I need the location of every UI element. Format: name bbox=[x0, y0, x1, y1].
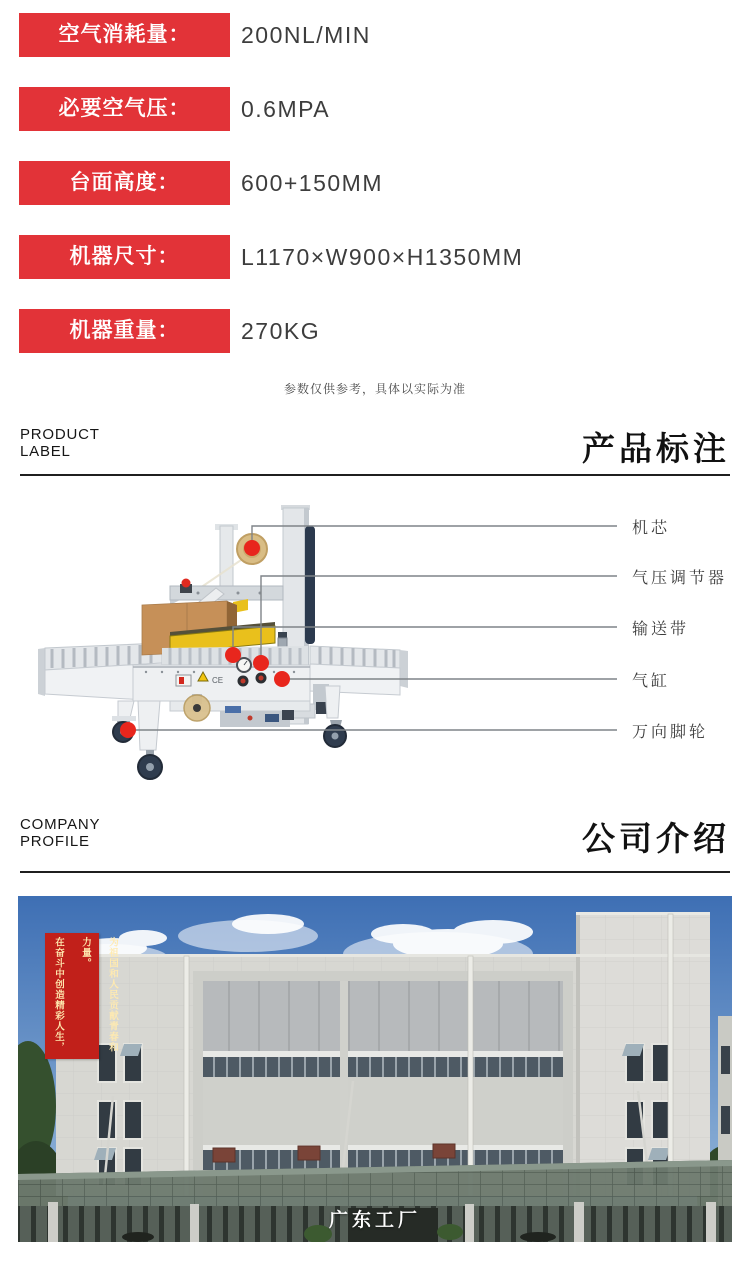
eyebrow-line: PRODUCT bbox=[20, 426, 100, 443]
callout-label-core: 机芯 bbox=[632, 520, 671, 537]
spec-value: 0.6MPA bbox=[241, 96, 331, 122]
spec-label-badge: 台面高度： bbox=[19, 161, 230, 205]
factory-caption: 广东工厂 bbox=[328, 1210, 421, 1231]
company-section-eyebrow bbox=[20, 816, 100, 850]
callout-dot-caster bbox=[120, 722, 136, 738]
spec-row bbox=[0, 235, 750, 279]
product-section-title: 产品标注 bbox=[582, 430, 730, 467]
spec-value: 600+150MM bbox=[241, 170, 383, 196]
spec-row bbox=[0, 309, 750, 353]
factory-photo bbox=[18, 896, 732, 1242]
product-section-eyebrow bbox=[20, 426, 100, 460]
spec-value: L1170×W900×H1350MM bbox=[241, 244, 524, 270]
slogan-column-right: 为祖国和人民贡献青春和力量。 bbox=[80, 937, 118, 1053]
spec-label-badge: 空气消耗量： bbox=[19, 13, 230, 57]
eyebrow-line: LABEL bbox=[20, 443, 71, 460]
callout-label-caster: 万向脚轮 bbox=[632, 724, 709, 741]
callout-dot-regulator bbox=[253, 655, 269, 671]
machine-illustration bbox=[20, 488, 730, 808]
slogan-banner bbox=[45, 933, 118, 1059]
eyebrow-line: COMPANY bbox=[20, 816, 101, 833]
ce-mark: CE bbox=[212, 676, 224, 685]
emergency-stop-button bbox=[182, 579, 191, 588]
eyebrow-line: PROFILE bbox=[20, 833, 90, 850]
callout-label-cylinder: 气缸 bbox=[632, 673, 671, 690]
callout-label-conveyor: 输送带 bbox=[632, 621, 690, 638]
spec-row bbox=[0, 13, 750, 57]
slogan-column-left: 在奋斗中创造精彩人生， bbox=[53, 937, 64, 1053]
spec-disclaimer: 参数仅供参考，具体以实际为准 bbox=[283, 382, 466, 396]
slogan-banner-text bbox=[45, 933, 126, 1055]
spec-row bbox=[0, 87, 750, 131]
spec-label-badge: 机器尺寸： bbox=[19, 235, 230, 279]
spec-value: 270KG bbox=[241, 318, 321, 344]
spec-row bbox=[0, 161, 750, 205]
callout-label-regulator: 气压调节器 bbox=[632, 570, 728, 587]
callout-dot-conveyor bbox=[225, 647, 241, 663]
machine-annotated-figure bbox=[20, 488, 730, 808]
section-divider bbox=[20, 871, 730, 873]
spec-label-badge: 机器重量： bbox=[19, 309, 230, 353]
company-section-title: 公司介绍 bbox=[582, 820, 730, 857]
spec-label-badge: 必要空气压： bbox=[19, 87, 230, 131]
callout-dot-core bbox=[244, 540, 260, 556]
callout-dot-cylinder bbox=[274, 671, 290, 687]
spec-value: 200NL/MIN bbox=[241, 22, 371, 48]
section-divider bbox=[20, 474, 730, 476]
